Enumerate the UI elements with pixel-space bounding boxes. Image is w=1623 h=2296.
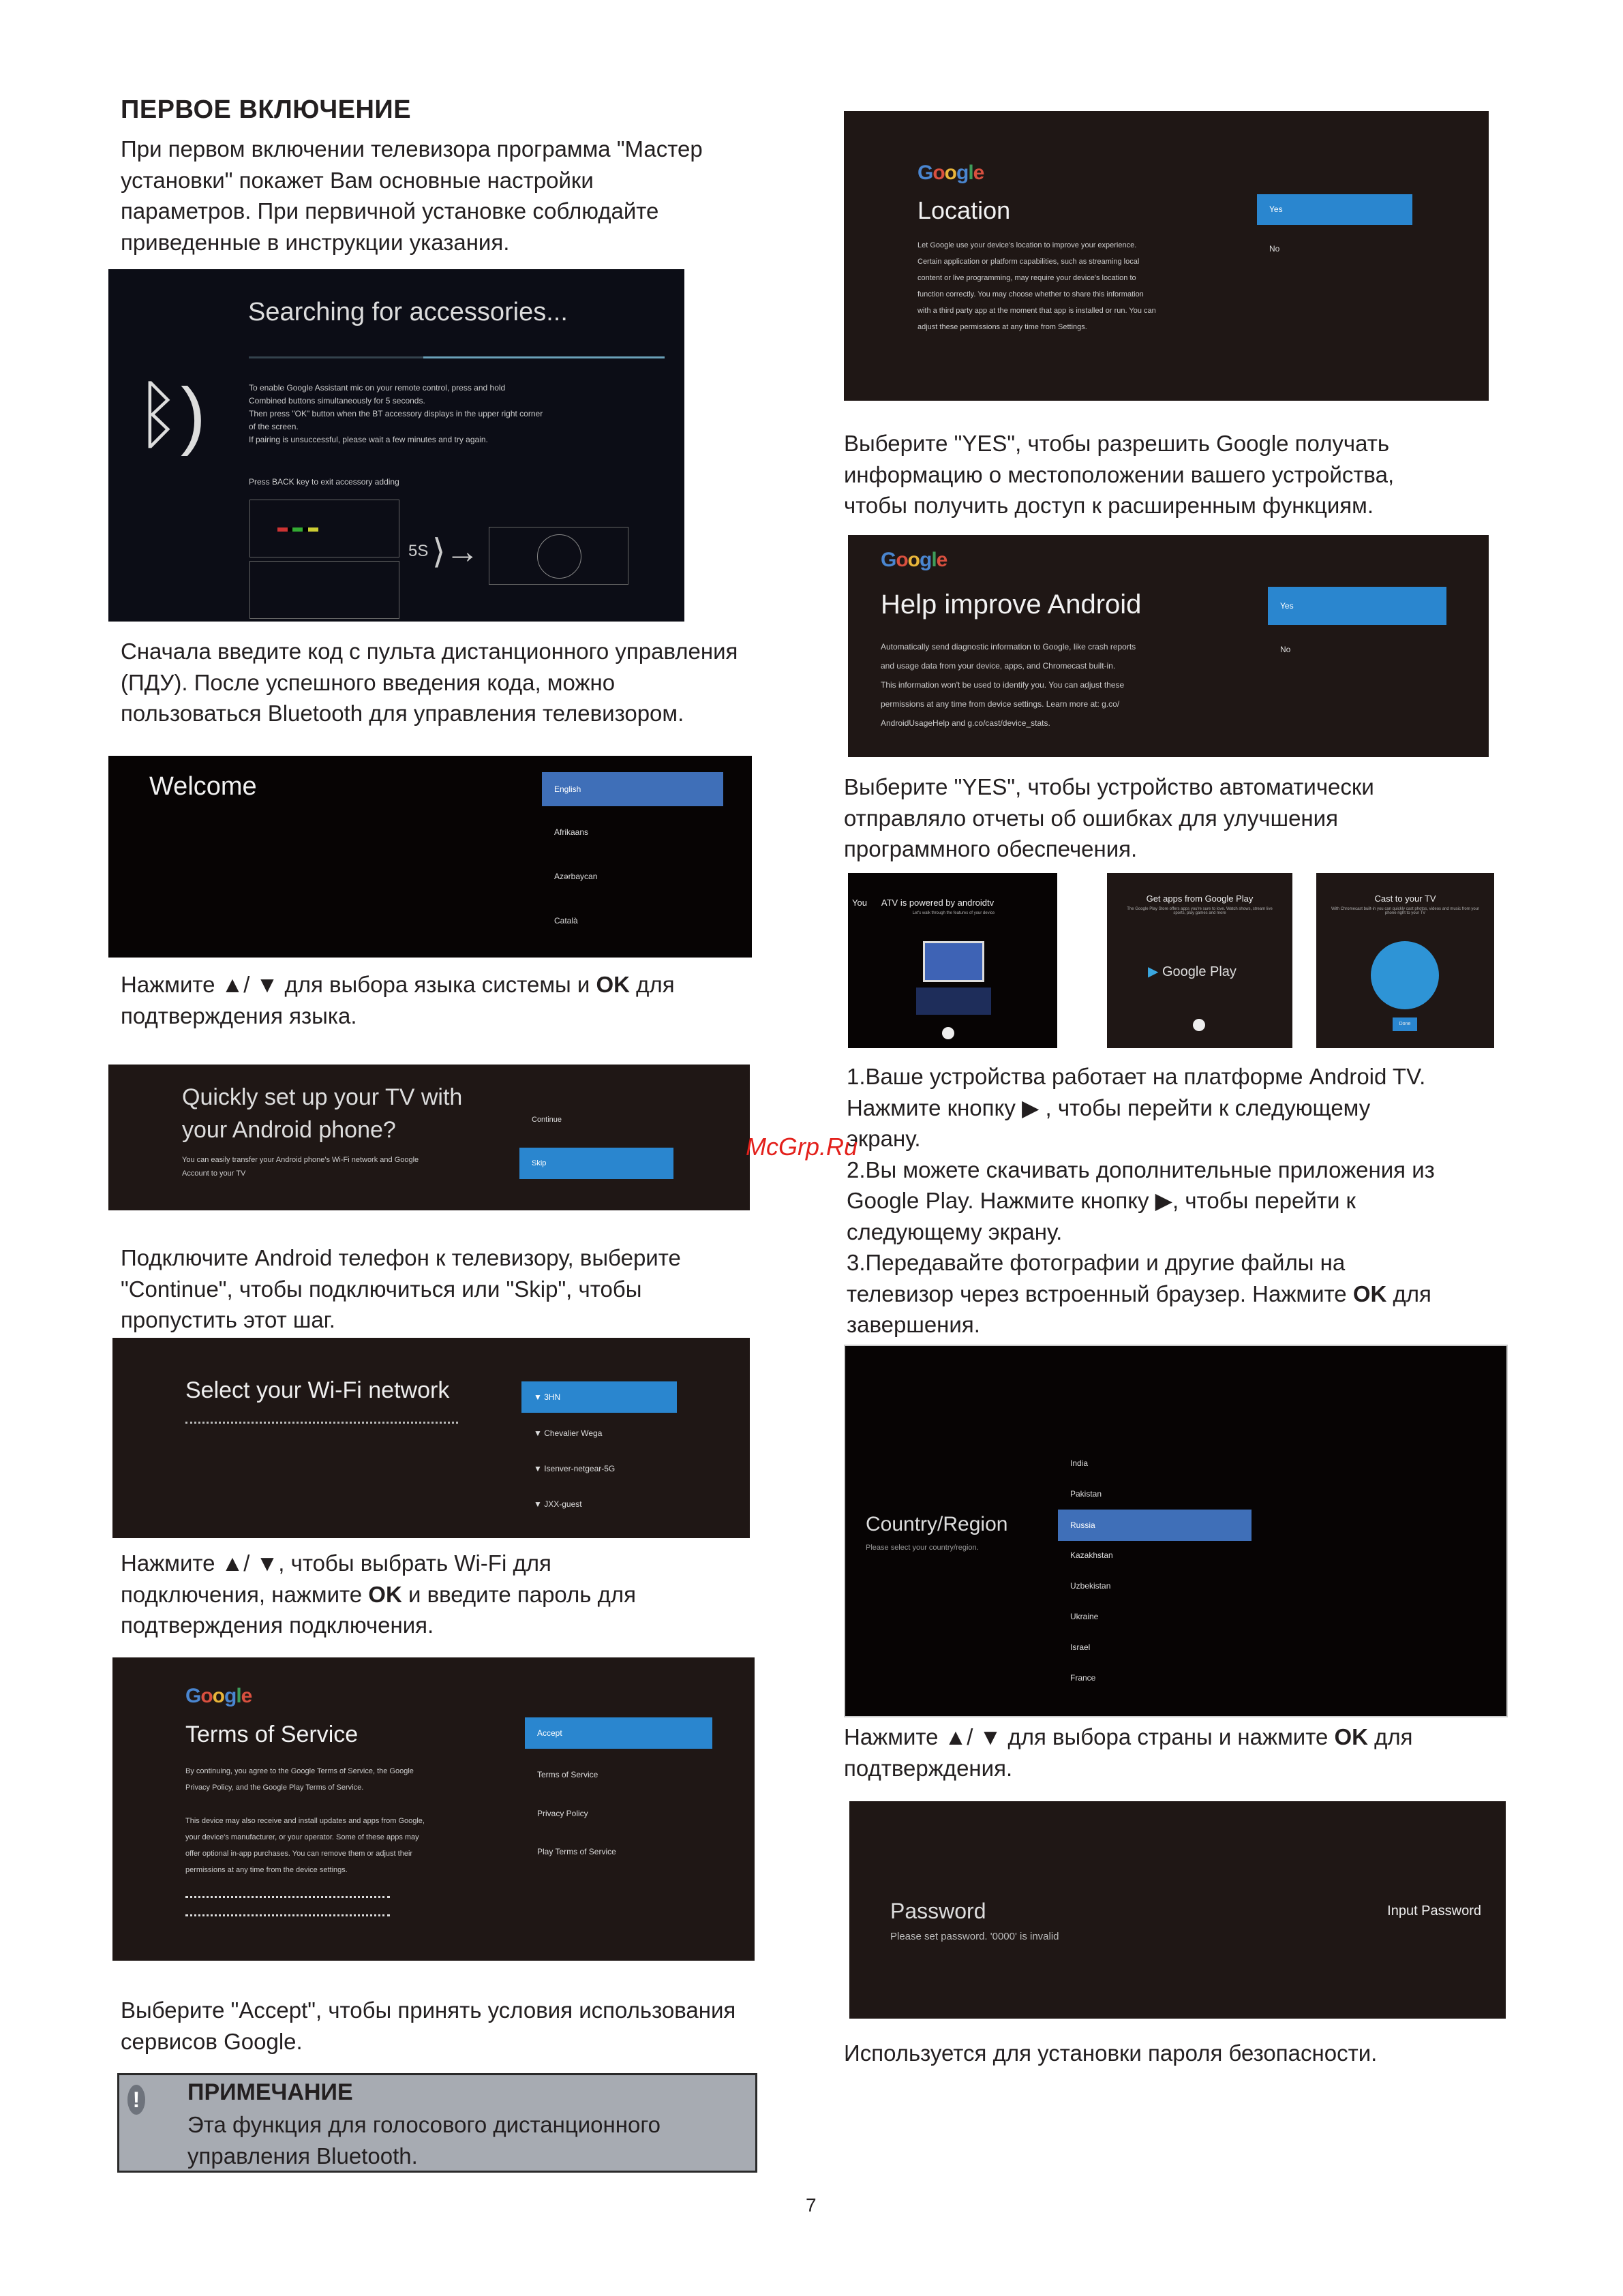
caption-text: Нажмите ▲/ ▼ для выбора страны и нажмите — [844, 1724, 1335, 1749]
wifi-network[interactable] — [521, 1489, 582, 1519]
terms-garbled-text — [185, 1896, 390, 1916]
network-name: JXX-guest — [544, 1499, 582, 1509]
welcome-caption — [121, 969, 675, 1031]
intro-caption — [847, 1061, 1435, 1341]
google-play-intro-screen — [1107, 873, 1292, 1048]
cast-intro-screen — [1316, 873, 1494, 1048]
country-title: Country/Region — [866, 1513, 1008, 1535]
continue-option[interactable]: Continue — [532, 1116, 562, 1124]
play-icon: ▶ — [1148, 964, 1159, 979]
intro-text: При первом включении телевизора программа "Мастер установки" покажет Вам основные настройки параметров. При первичной установке соблюдайте приведенные в инструкции указания. — [121, 136, 703, 255]
android-tv-intro-screen — [848, 873, 1057, 1048]
country-screen — [844, 1345, 1508, 1717]
google-play-logo — [1148, 963, 1237, 980]
country-option[interactable]: Ukraine — [1070, 1612, 1099, 1621]
google-play-brand: Google Play — [1162, 964, 1237, 979]
skip-option[interactable]: Skip — [519, 1148, 673, 1179]
ok-key: OK — [1334, 1724, 1368, 1749]
no-option[interactable]: No — [1269, 244, 1280, 254]
location-title: Location — [917, 196, 1011, 224]
watermark: McGrp.Ru — [746, 1133, 858, 1161]
note-box — [117, 2073, 757, 2173]
country-option[interactable]: Pakistan — [1070, 1489, 1102, 1499]
wifi-network-selected[interactable] — [521, 1381, 677, 1413]
language-option[interactable]: Afrikaans — [554, 827, 589, 837]
terms-title: Terms of Service — [185, 1721, 359, 1747]
remote-dpad-illustration — [489, 527, 628, 585]
bluetooth-icon: ᛒ) — [136, 373, 206, 457]
intro-title: Get apps from Google Play — [1146, 893, 1254, 904]
google-logo: Google — [881, 549, 947, 571]
country-option[interactable]: Kazakhstan — [1070, 1550, 1113, 1560]
wifi-title: Select your Wi-Fi network — [185, 1377, 450, 1403]
quick-caption: Подключите Android телефон к телевизору, выберите "Continue", чтобы подключиться или "Skip", чтобы пропустить этот шаг. — [121, 1245, 681, 1332]
country-sub: Please select your country/region. — [866, 1544, 979, 1552]
terms-option[interactable]: Terms of Service — [537, 1770, 598, 1779]
bt-instructions: To enable Google Assistant mic on your remote control, press and hold Combined buttons simultaneously for 5 seconds. Then press "OK" button when the BT accessory displays in the upper right corner of the screen. If pairing is unsuccessful, please wait a few minutes and try again. — [249, 383, 543, 444]
progress-track — [249, 356, 665, 358]
caption-text: Нажмите ▲/ ▼ для выбора языка системы и — [121, 972, 596, 997]
bluetooth-screen — [108, 269, 684, 622]
privacy-option[interactable]: Privacy Policy — [537, 1809, 588, 1818]
network-name: 3HN — [544, 1392, 561, 1402]
password-screen — [849, 1801, 1506, 2019]
wifi-network[interactable] — [521, 1454, 615, 1484]
welcome-title: Welcome — [149, 772, 257, 801]
country-caption — [844, 1721, 1413, 1784]
yes-option[interactable]: Yes — [1268, 587, 1446, 625]
page-heading: ПЕРВОЕ ВКЛЮЧЕНИЕ — [121, 95, 412, 124]
bt-caption: Сначала введите код с пульта дистанционного управления (ПДУ). После успешного введения кода, можно пользоваться Bluetooth для управления телевизором. — [121, 639, 738, 726]
next-button[interactable] — [942, 1027, 954, 1039]
help-improve-screen — [848, 535, 1489, 757]
accept-option[interactable]: Accept — [525, 1717, 712, 1749]
google-logo: Google — [917, 162, 984, 184]
caption-text: для подтверждения. — [844, 1724, 1413, 1781]
intro-sub: With Chromecast built-in you can quickly cast photos, videos and music from your phone right to your TV — [1331, 907, 1480, 915]
wifi-caption — [121, 1548, 636, 1641]
caption-text: для подтверждения языка. — [121, 972, 675, 1028]
intro-sub: Let's walk through the features of your device — [912, 911, 995, 915]
quick-setup-screen — [108, 1065, 750, 1210]
wifi-subtitle-garbled — [185, 1422, 458, 1424]
help-title: Help improve Android — [881, 590, 1142, 619]
note-text: Эта функция для голосового дистанционного управления Bluetooth. — [187, 2112, 661, 2169]
wifi-icon: ▼ — [534, 1499, 545, 1509]
remote-illustration — [249, 500, 399, 557]
language-option[interactable]: Català — [554, 916, 578, 925]
progress-fill — [423, 356, 665, 358]
yes-option[interactable]: Yes — [1257, 194, 1412, 225]
help-body: Automatically send diagnostic information to Google, like crash reports and usage data from your device, apps, and Chromecast built-in. This information won't be used to identify you. You can adjust these permissions at any time from device settings. Learn more at: g.co/ AndroidUsageHelp and g.co/cast/device_stats. — [881, 642, 1136, 728]
welcome-screen — [108, 756, 752, 958]
location-body: Let Google use your device's location to improve your experience. Certain application or platform capabilities, such as streaming local content or live programming, may require your device's location to function correctly. You may choose whether to share this information with a third party app at the moment that app is installed or run. You can adjust these permissions at any time from Settings. — [917, 241, 1156, 331]
caption-text: 1.Ваше устройства работает на платформе Android TV. Нажмите кнопку ▶ , чтобы перейти к следующему экрану. 2.Вы можете скачивать дополнительные приложения из Google Play. Нажмите кнопку ▶, чтобы перейти к следующему экрану. 3.Передавайте фотографии и другие файлы на телевизор через встроенный браузер. Нажмите — [847, 1064, 1435, 1306]
play-terms-option[interactable]: Play Terms of Service — [537, 1847, 616, 1856]
caption-text: для завершения. — [847, 1281, 1431, 1337]
arrow-icon: ⟩→ — [432, 532, 480, 570]
note-title: ПРИМЕЧАНИЕ — [187, 2079, 353, 2105]
help-caption: Выберите "YES", чтобы устройство автоматически отправляло отчеты об ошибках для улучшения программного обеспечения. — [844, 774, 1374, 861]
intro-title: You ATV is powered by androidtv — [852, 898, 995, 908]
country-option[interactable]: India — [1070, 1458, 1089, 1468]
terms-body-1: By continuing, you agree to the Google Terms of Service, the Google Privacy Policy, and the Google Play Terms of Service. — [185, 1767, 414, 1792]
tv-illustration — [923, 941, 984, 982]
terms-body-2: This device may also receive and install updates and apps from Google, your device's manufacturer, or your operator. Some of these apps may offer optional in-app purchases. You can remove them or adjust their permissions at any time from the device settings. — [185, 1817, 425, 1874]
network-name: Chevalier Wega — [544, 1428, 603, 1438]
network-name: Isenver-netgear-5G — [544, 1464, 616, 1473]
bt-title: Searching for accessories... — [248, 298, 568, 326]
input-password-option[interactable]: Input Password — [1387, 1903, 1481, 1918]
password-caption: Используется для установки пароля безопасности. — [844, 2040, 1378, 2066]
wifi-icon: ▼ — [534, 1428, 545, 1438]
done-button[interactable]: Done — [1393, 1017, 1417, 1031]
warning-icon: ! — [127, 2085, 145, 2115]
ok-key: OK — [596, 972, 631, 997]
intro-title: Cast to your TV — [1374, 893, 1436, 904]
caption-text: и введите пароль для подтверждения подключения. — [121, 1581, 637, 1638]
location-screen — [844, 111, 1489, 401]
timer-label: 5S — [408, 542, 429, 560]
wifi-network[interactable] — [521, 1418, 602, 1448]
caption-text: Нажмите ▲/ ▼, чтобы выбрать Wi-Fi для подключения, нажмите — [121, 1550, 551, 1607]
password-title: Password — [890, 1899, 986, 1923]
quick-setup-body: You can easily transfer your Android phone's Wi-Fi network and Google Account to your TV — [182, 1156, 419, 1178]
tv-stand-illustration — [916, 988, 991, 1015]
intro-sub: The Google Play Store offers apps you're sure to love. Watch shows, stream live sports, play games and more — [1127, 907, 1273, 915]
country-option[interactable]: Israel — [1070, 1642, 1091, 1652]
terms-caption: Выберите "Accept", чтобы принять условия использования сервисов Google. — [121, 1997, 736, 2054]
wifi-icon: ▼ — [534, 1392, 545, 1402]
language-option-english[interactable]: English — [542, 772, 723, 806]
terms-screen — [112, 1657, 755, 1961]
cast-illustration — [1371, 941, 1439, 1009]
next-button[interactable] — [1193, 1019, 1205, 1031]
country-option[interactable]: France — [1070, 1673, 1096, 1683]
quick-setup-title: Quickly set up your TV with your Android phone? — [182, 1084, 463, 1143]
ok-key: OK — [368, 1581, 402, 1607]
country-option[interactable]: Uzbekistan — [1070, 1581, 1111, 1591]
language-option[interactable]: Azərbaycan — [554, 872, 598, 881]
country-option-selected[interactable]: Russia — [1058, 1510, 1252, 1541]
wifi-icon: ▼ — [534, 1464, 545, 1473]
location-caption: Выберите "YES", чтобы разрешить Google получать информацию о местоположении вашего устройства, чтобы получить доступ к расширенным функциям. — [844, 431, 1395, 518]
google-logo: Google — [185, 1685, 252, 1707]
wifi-screen — [112, 1338, 750, 1538]
password-sub: Please set password. '0000' is invalid — [890, 1931, 1059, 1942]
bt-back-hint: Press BACK key to exit accessory adding — [249, 477, 399, 487]
page-number: 7 — [806, 2194, 817, 2216]
no-option[interactable]: No — [1280, 645, 1291, 654]
ok-key: OK — [1352, 1281, 1387, 1306]
remote-illustration-2 — [249, 561, 399, 619]
